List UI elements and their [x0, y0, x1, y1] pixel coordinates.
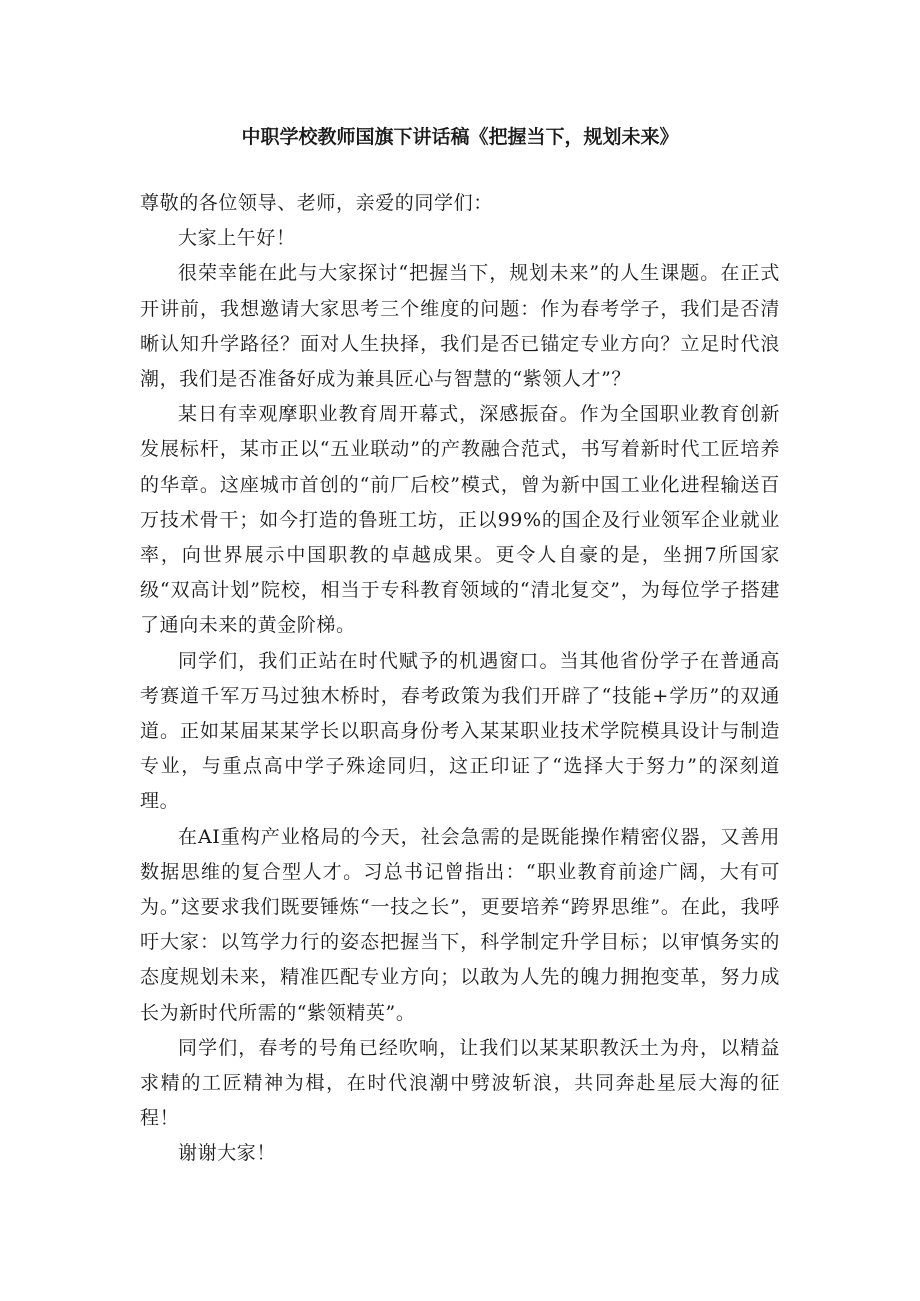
- greeting: 大家上午好！: [178, 227, 296, 250]
- paragraph: 很荣幸能在此与大家探讨“把握当下，规划未来”的人生课题。在正式开讲前，我想邀请大家思考三个维度的问题：作为春考学子，我们是否清晰认知升学路径？面对人生抉择，我们是否已锚定专业方向？立足时代浪潮，我们是否准备好成为兼具匠心与智慧的“紫领人才”？: [140, 262, 780, 391]
- paragraph: 同学们，我们正站在时代赋予的机遇窗口。当其他省份学子在普通高考赛道千军万马过独木桥时，春考政策为我们开辟了“技能+学历”的双通道。正如某届某某学长以职高身份考入某某职业技术学院模具设计与制造专业，与重点高中学子殊途同归，这正印证了“选择大于努力”的深刻道理。: [140, 649, 780, 813]
- paragraph: 某日有幸观摩职业教育周开幕式，深感振奋。作为全国职业教育创新发展标杆，某市正以“五业联动”的产教融合范式，书写着新时代工匠培养的华章。这座城市首创的“前厂后校”模式，曾为新中国工业化进程输送百万技术骨干；如今打造的鲁班工坊，正以99%的国企及行业领军企业就业率，向世界展示中国职教的卓越成果。更令人自豪的是，坐拥7所国家级“双高计划”院校，相当于专科教育领域的“清北复交”，为每位学子搭建了通向未来的黄金阶梯。: [140, 403, 780, 637]
- paragraph: 在AI重构产业格局的今天，社会急需的是既能操作精密仪器，又善用数据思维的复合型人才。习总书记曾指出：“职业教育前途广阔，大有可为。”这要求我们既要锤炼“一技之长”，更要培养“跨界思维”。在此，我呼吁大家：以笃学力行的姿态把握当下，科学制定升学目标；以审慎务实的态度规划未来，精准匹配专业方向；以敢为人先的魄力拥抱变革，努力成长为新时代所需的“紫领精英”。: [140, 825, 780, 1024]
- document-title: 中职学校教师国旗下讲话稿《把握当下，规划未来》: [241, 126, 679, 148]
- closing: 谢谢大家！: [178, 1142, 277, 1165]
- salutation: 尊敬的各位领导、老师，亲爱的同学们：: [140, 192, 493, 214]
- speech-body: [140, 186, 780, 1172]
- paragraph: 同学们，春考的号角已经吹响，让我们以某某职教沃土为舟，以精益求精的工匠精神为楫，在时代浪潮中劈波斩浪，共同奔赴星辰大海的征程！: [140, 1036, 780, 1130]
